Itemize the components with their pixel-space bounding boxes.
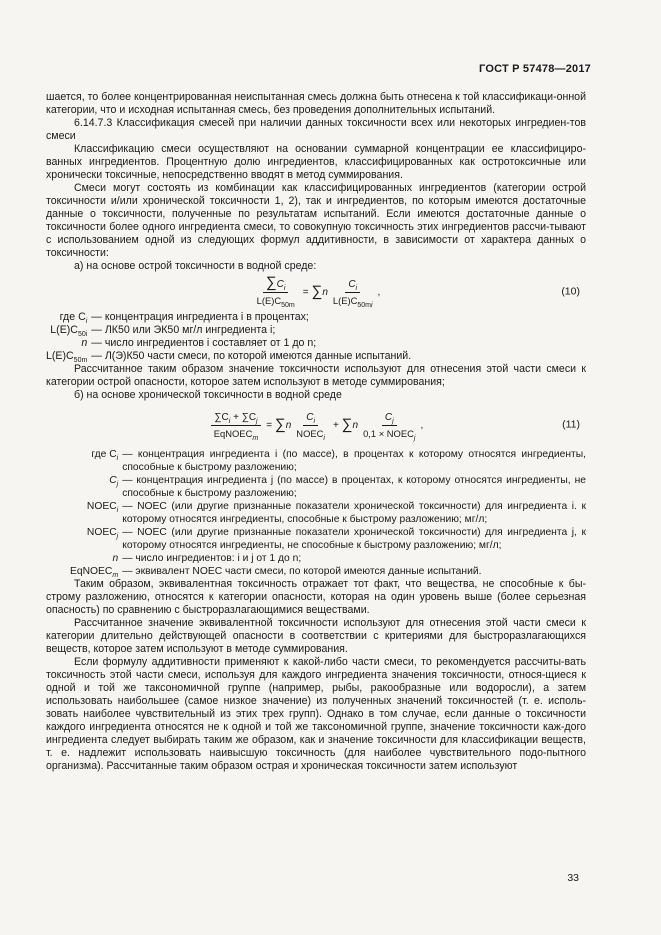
paragraph: шается, то более концентрированная неиспытанная смесь должна быть отнесена к той классификаци-онной категории, что и исходная испытанная смесь, без проведения дополнительных испытаний. <box>46 91 586 116</box>
paragraph: Рассчитанное таким образом значение токсичности используют для отнесения этой части смеси к категории острой опасности, которое затем используют в методе суммирования; <box>46 363 586 388</box>
formula-11-term-1: $\frac{C_i}{NOEC_i}$ <box>296 411 325 442</box>
document-header-id: ГОСТ Р 57478—2017 <box>479 63 591 75</box>
formula-11-definitions: где $C_i$ — концентрация ингредиента i (по массе), в процентах к которому относятся ингредиенты, способные к быстрому разложению; $C_j$ — концентрация ингредиента j (по массе) в процентах, к которому относятся ингредиенты, не способные к быстрому разложению; $NOEC_i$ — NOEC (или другие признанные показатели хронической токсичности) для ингредиента i. к которому относятся ингредиенты, способные к быстрому разложению; мг/л; $NOEC_j$ — NOEC (или другие признанные показатели хронической токсичности) для ингредиента j, к которому относятся ингредиенты, не способные к быстрому разложению; мг/л; n — число ингредиентов: i и j от 1 до n; EqNOEC$_m$ — эквивалент NOEC части смеси, по которой имеются данные испытаний. <box>70 449 586 580</box>
formula-10-rhs: $\frac{C_i}{L(E)C_{50mi}}$ <box>332 278 373 309</box>
formula-11-number: (11) <box>562 418 580 431</box>
formula-11: $\frac{\sum C_i + \sum C_j}{EqNOEC_m}$ = ∑ n $\frac{C_i}{NOEC_i}$ + ∑ n $\frac{C_j}{0,1 \times NOEC_j}$ , (11) <box>46 402 586 448</box>
document-body <box>46 91 586 773</box>
formula-10-definitions: где $C_i$ — концентрация ингредиента i в процентах; $L(E)C_{50i}$ — ЛК50 или ЭК50 мг/л ингредиента i; n — число ингредиентов i составляет от 1 до n; $L(E)C_{50m}$ — Л(Э)К50 части смеси, по которой имеются данные испытаний. <box>46 311 412 365</box>
list-item-a: а) на основе острой токсичности в водной среде: <box>74 260 317 272</box>
paragraph: Если формулу аддитивности применяют к какой-либо части смеси, то рекомендуется рассчиты-вать токсичность этой части смеси, используя для каждого ингредиента значения токсичности, относя-щиеся к одной и той же таксономичной группе (например, рыбы, ракообразные или водоросли), а затем использовать наибольшее (самое низкое значение) из полученных значений токсичностей (т. е. исполь-зовать наиболее чувствительный из этих трех групп). Однако в том случае, если данные о токсичности каждого ингредиента относятся не к одной и той же таксономичной группе, значение токсичности каж-дого ингредиента следует выбирать таким же образом, как и значение токсичности для классификации веществ, т. е. надлежит использовать наивысшую токсичность (для наиболее чувствительного подо-пытного организма). Рассчитанные таким образом острая и хроническая токсичности затем используют <box>46 656 586 772</box>
section-heading-6-14-7-3: 6.14.7.3 Классификация смесей при наличии данных токсичности всех или некоторых ингредиен-тов смеси <box>46 117 586 142</box>
formula-11-term-2: $\frac{C_j}{0,1 \times NOEC_j}$ <box>363 411 416 442</box>
formula-10: $\frac{\sum C_i}{L(E)C_{50m}}$ = ∑ n $\frac{C_i}{L(E)C_{50mi}}$ , (10) <box>46 273 586 311</box>
formula-11-lhs: $\frac{\sum C_i + \sum C_j}{EqNOEC_m}$ <box>211 411 261 440</box>
formula-10-number: (10) <box>561 285 580 298</box>
paragraph: Смеси могут состоять из комбинации как классифицированных ингредиентов (категории острой токсичности и/или хронической токсичности 1, 2), так и ингредиентов, по которым имеются достаточные данные о токсичности, полученные по результатам испытаний. Если имеются достаточные данные о токсичности более одного ингредиента смеси, то совокупную токсичность этих ингредиентов рассчи-тывают с использованием одной из следующих формул аддитивности, в зависимости от характера данных о токсичности: <box>46 182 586 259</box>
paragraph: Классификацию смеси осуществляют на основании суммарной концентрации ее классифициро-ванных ингредиентов. Процентную долю ингредиентов, классифицированных как остротоксичные или хронически токсичные, непосредственно вводят в метод суммирования. <box>46 143 586 181</box>
paragraph: Рассчитанное значение эквивалентной токсичности используют для отнесения этой части смеси к категории длительно действующей опасности в соответствии с критериями для быстроразлагающихся веществ, которое затем используют в методе суммирования. <box>46 617 586 655</box>
paragraph: Таким образом, эквивалентная токсичность отражает тот факт, что вещества, не способные к бы-строму разложению, относятся к категории опасности, которая на один уровень выше (более серьезная опасность) по сравнению с быстроразлагающимися веществами. <box>46 578 586 616</box>
formula-10-lhs: $\frac{\sum C_i}{L(E)C_{50m}}$ <box>256 274 295 309</box>
page-number: 33 <box>567 872 579 884</box>
list-item-b: б) на основе хронической токсичности в водной среде <box>74 389 342 401</box>
